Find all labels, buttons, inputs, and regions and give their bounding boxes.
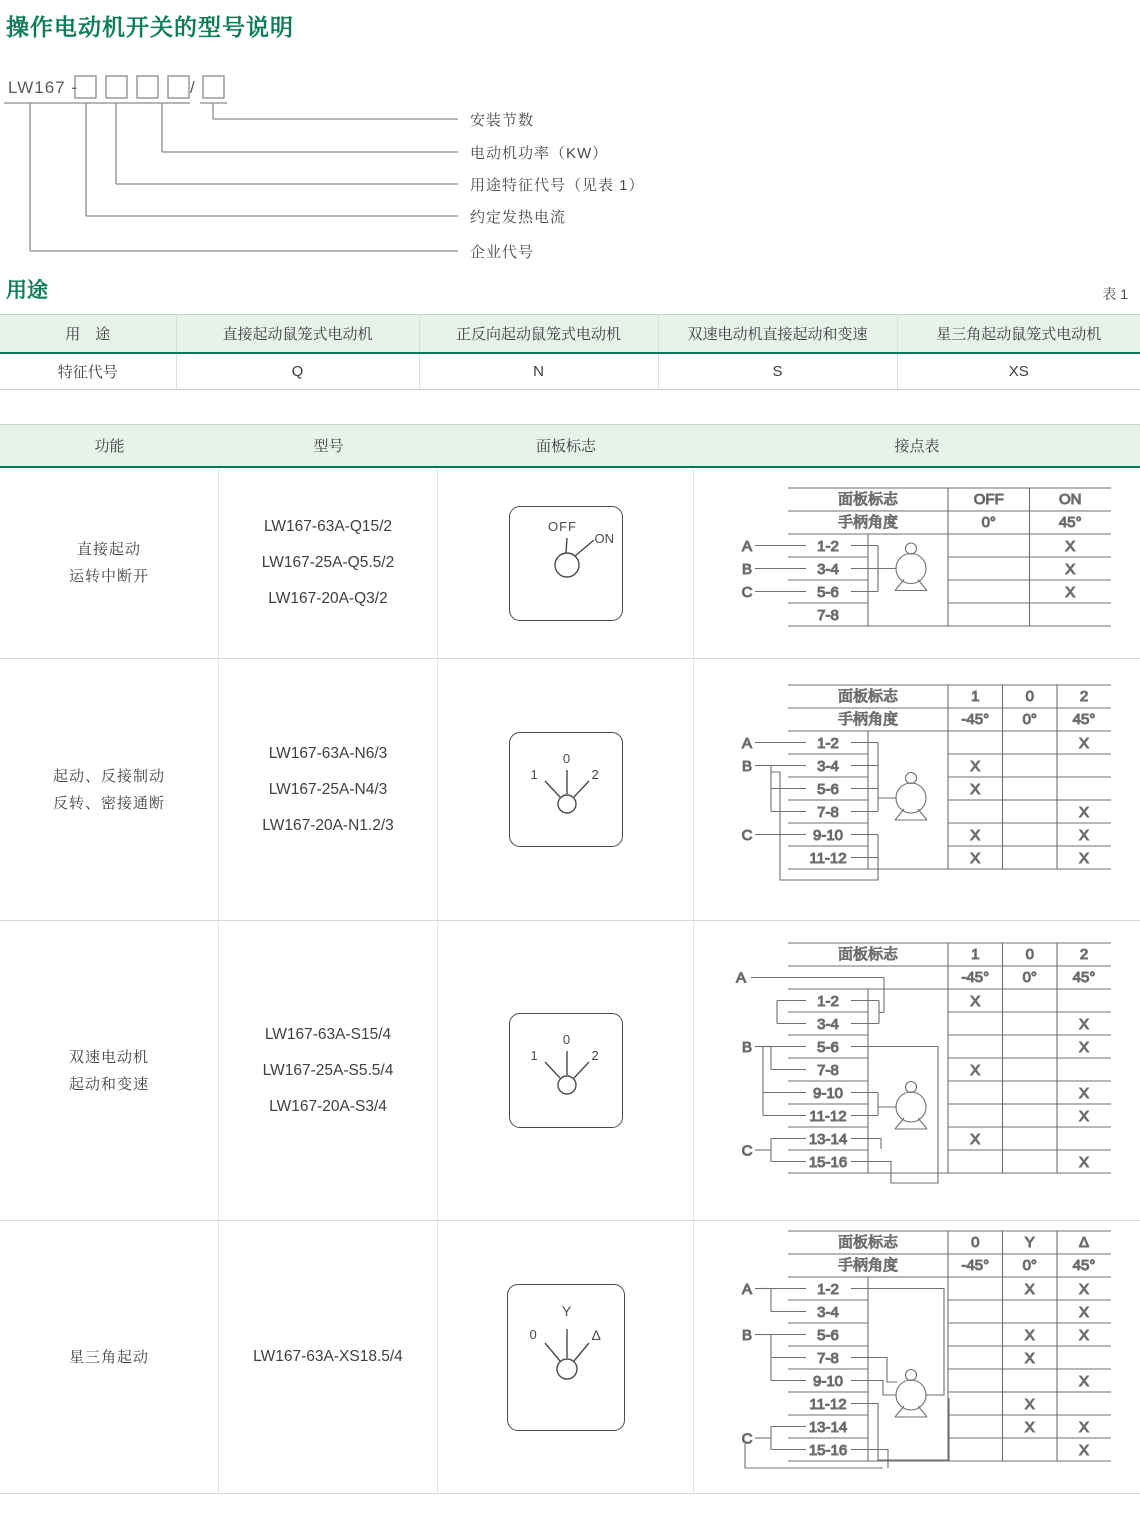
contact-table-cell [694, 921, 1140, 1220]
svg-text:手柄角度: 手柄角度 [837, 1256, 899, 1274]
svg-text:0°: 0° [1022, 1256, 1037, 1274]
contact-diagram [711, 1230, 1123, 1485]
usage-table [0, 314, 1140, 390]
panel-label-0: 0 [562, 751, 571, 766]
table-row [0, 468, 1140, 659]
svg-text:X: X [1024, 1280, 1035, 1298]
model-cell [219, 659, 438, 920]
svg-text:7-8: 7-8 [817, 804, 839, 821]
svg-text:X: X [1078, 1280, 1090, 1298]
svg-text:15-16: 15-16 [808, 1441, 848, 1459]
svg-text:C: C [741, 583, 753, 601]
svg-text:X: X [1024, 1349, 1035, 1367]
main-header-contact-table: 接点表 [894, 438, 940, 455]
usage-section-title: 用途 [6, 279, 48, 302]
svg-text:X: X [1024, 1418, 1035, 1436]
panel-label-1: 1 [530, 1048, 538, 1063]
svg-text:7-8: 7-8 [817, 1062, 839, 1079]
model-label-sections: 安装节数 [470, 112, 535, 129]
contact-diagram [711, 684, 1123, 895]
svg-text:1-2: 1-2 [817, 993, 839, 1010]
svg-text:X: X [970, 993, 981, 1010]
usage-header-two-speed: 双速电动机直接起动和变速 [658, 315, 897, 353]
svg-text:B: B [741, 560, 753, 578]
function-cell [0, 468, 219, 658]
svg-text:45°: 45° [1072, 711, 1096, 728]
svg-text:11-12: 11-12 [809, 850, 847, 867]
panel-mark-cell [438, 921, 694, 1220]
panel-mark-cell [438, 659, 694, 920]
svg-text:0°: 0° [1022, 969, 1037, 986]
svg-text:3-4: 3-4 [817, 560, 839, 578]
svg-text:X: X [1078, 1303, 1090, 1321]
panel-mark-cell [438, 1221, 694, 1493]
panel-label-off: OFF [548, 518, 577, 534]
model-number: LW167-25A-N4/3 [268, 780, 388, 798]
svg-text:-45°: -45° [961, 711, 990, 728]
model-number: LW167-20A-S3/4 [269, 1097, 387, 1115]
panel-label-star: Y [561, 1302, 572, 1319]
panel-label-2: 2 [591, 1048, 599, 1063]
svg-text:0°: 0° [981, 513, 996, 531]
svg-text:1-2: 1-2 [817, 537, 839, 555]
svg-text:11-12: 11-12 [809, 1395, 847, 1413]
svg-text:X: X [1078, 735, 1090, 752]
model-cell [219, 468, 438, 658]
panel-switch-icon [509, 506, 623, 621]
svg-text:面板标志: 面板标志 [837, 490, 899, 508]
usage-section-head [6, 274, 1134, 304]
usage-header-star-delta: 星三角起动鼠笼式电动机 [897, 315, 1140, 353]
function-line: 反转、密接通断 [52, 794, 165, 812]
svg-text:1: 1 [971, 946, 980, 963]
usage-header-usage: 用 途 [0, 315, 176, 353]
svg-text:Y: Y [1024, 1233, 1035, 1251]
model-cell [219, 1221, 438, 1493]
svg-text:X: X [970, 850, 981, 867]
panel-label-0: 0 [529, 1326, 537, 1342]
svg-text:5-6: 5-6 [817, 583, 839, 601]
svg-text:X: X [1065, 583, 1076, 601]
svg-text:C: C [741, 1430, 753, 1447]
svg-text:X: X [970, 1062, 981, 1079]
svg-text:A: A [741, 735, 753, 752]
model-number: LW167-25A-Q5.5/2 [261, 554, 395, 571]
model-label-feature-code: 用途特征代号（见表 1） [470, 177, 645, 194]
svg-text:OFF: OFF [973, 490, 1004, 508]
panel-mark-cell [438, 468, 694, 658]
page-title: 操作电动机开关的型号说明 [6, 14, 294, 40]
main-table-header [0, 424, 1140, 468]
model-cell [219, 921, 438, 1220]
model-prefix: LW167 - [8, 78, 78, 97]
panel-switch-icon [509, 1013, 623, 1128]
main-table [0, 424, 1140, 1494]
svg-text:5-6: 5-6 [817, 1039, 839, 1056]
table-row [0, 659, 1140, 921]
svg-text:3-4: 3-4 [817, 758, 839, 775]
model-label-current: 约定发热电流 [470, 209, 567, 226]
usage-table-code-row [0, 353, 1140, 390]
table-row [0, 1221, 1140, 1494]
svg-text:9-10: 9-10 [812, 827, 844, 844]
svg-text:面板标志: 面板标志 [837, 688, 899, 705]
svg-text:X: X [1078, 1418, 1090, 1436]
svg-text:45°: 45° [1072, 1256, 1096, 1274]
svg-text:ON: ON [1059, 490, 1082, 508]
usage-code-xs: XS [897, 353, 1140, 390]
svg-text:面板标志: 面板标志 [837, 1233, 899, 1251]
usage-header-direct-start: 直接起动鼠笼式电动机 [176, 315, 419, 353]
svg-text:13-14: 13-14 [808, 1418, 848, 1436]
svg-text:X: X [1078, 1154, 1090, 1171]
svg-text:X: X [970, 827, 981, 844]
svg-text:B: B [741, 758, 753, 775]
svg-text:1-2: 1-2 [817, 1280, 839, 1298]
contact-table-cell [694, 659, 1140, 920]
svg-text:A: A [735, 969, 747, 987]
svg-text:2: 2 [1079, 688, 1089, 705]
svg-text:-45°: -45° [961, 1256, 990, 1274]
panel-label-2: 2 [591, 767, 599, 782]
model-number: LW167-63A-S15/4 [264, 1025, 392, 1043]
svg-text:手柄角度: 手柄角度 [837, 513, 899, 531]
svg-text:X: X [1078, 1372, 1090, 1390]
model-label-power: 电动机功率（KW） [470, 145, 609, 162]
contact-diagram [711, 487, 1123, 640]
model-label-company-code: 企业代号 [470, 244, 535, 261]
svg-text:手柄角度: 手柄角度 [837, 711, 899, 728]
svg-text:5-6: 5-6 [817, 1326, 839, 1344]
svg-text:5-6: 5-6 [817, 781, 839, 798]
svg-text:3-4: 3-4 [817, 1303, 839, 1321]
usage-code-row-label: 特征代号 [0, 353, 176, 390]
svg-text:1-2: 1-2 [817, 735, 839, 752]
function-cell [0, 921, 219, 1220]
function-cell [0, 1221, 219, 1493]
svg-text:面板标志: 面板标志 [837, 946, 899, 963]
svg-text:X: X [970, 758, 981, 775]
svg-text:X: X [1024, 1326, 1035, 1344]
function-line: 直接起动 [76, 541, 141, 558]
svg-text:13-14: 13-14 [808, 1131, 848, 1148]
svg-text:B: B [741, 1326, 753, 1344]
svg-text:45°: 45° [1058, 513, 1082, 531]
svg-text:A: A [741, 1280, 753, 1298]
panel-switch-icon [507, 1284, 625, 1431]
model-number: LW167-63A-N6/3 [268, 744, 388, 762]
panel-label-0: 0 [562, 1032, 571, 1047]
svg-text:0: 0 [971, 1233, 980, 1251]
function-line: 双速电动机 [68, 1048, 149, 1066]
contact-diagram [711, 942, 1123, 1199]
svg-text:15-16: 15-16 [808, 1154, 848, 1171]
svg-text:X: X [1078, 1441, 1090, 1459]
svg-text:C: C [741, 1142, 753, 1160]
panel-label-delta: Δ [591, 1326, 601, 1343]
panel-label-on: ON [594, 530, 614, 546]
model-slash: / [190, 78, 195, 97]
svg-text:1: 1 [971, 688, 980, 705]
model-number: LW167-20A-N1.2/3 [262, 816, 394, 834]
usage-header-fwd-rev: 正反向起动鼠笼式电动机 [419, 315, 658, 353]
function-line: 起动和变速 [68, 1075, 149, 1093]
svg-text:X: X [1078, 1085, 1090, 1102]
svg-text:7-8: 7-8 [817, 606, 839, 624]
usage-table-header-row [0, 315, 1140, 353]
svg-text:X: X [1078, 1039, 1090, 1056]
svg-text:9-10: 9-10 [812, 1372, 844, 1390]
usage-code-n: N [419, 353, 658, 390]
svg-text:0: 0 [1025, 946, 1034, 963]
panel-switch-icon [509, 732, 623, 847]
svg-text:7-8: 7-8 [817, 1349, 839, 1367]
svg-text:0: 0 [1025, 688, 1034, 705]
function-line: 星三角起动 [68, 1348, 149, 1366]
main-header-model: 型号 [313, 438, 344, 455]
panel-label-1: 1 [530, 767, 538, 782]
model-number: LW167-25A-S5.5/4 [262, 1061, 394, 1079]
svg-text:X: X [1078, 850, 1090, 867]
svg-text:0°: 0° [1022, 711, 1037, 728]
main-header-function: 功能 [94, 438, 125, 455]
contact-table-cell [694, 468, 1140, 658]
function-cell [0, 659, 219, 920]
svg-text:B: B [741, 1039, 753, 1056]
svg-text:-45°: -45° [961, 969, 990, 986]
svg-text:3-4: 3-4 [817, 1016, 839, 1033]
svg-text:2: 2 [1079, 946, 1089, 963]
svg-text:A: A [741, 537, 753, 555]
svg-text:X: X [1078, 827, 1090, 844]
svg-text:X: X [1078, 1326, 1090, 1344]
model-number-diagram [0, 42, 1140, 268]
svg-text:Δ: Δ [1078, 1233, 1090, 1251]
usage-code-s: S [658, 353, 897, 390]
table1-tag: 表 1 [1102, 286, 1128, 302]
model-number: LW167-63A-Q15/2 [263, 518, 393, 535]
svg-text:X: X [1078, 1016, 1090, 1033]
model-number: LW167-63A-XS18.5/4 [253, 1348, 403, 1365]
model-number: LW167-20A-Q3/2 [268, 590, 388, 607]
svg-text:X: X [1065, 537, 1076, 555]
svg-text:X: X [1078, 804, 1090, 821]
svg-text:9-10: 9-10 [812, 1085, 844, 1102]
svg-text:X: X [1024, 1395, 1035, 1413]
svg-text:X: X [970, 1131, 981, 1148]
svg-text:X: X [970, 781, 981, 798]
function-line: 运转中断开 [68, 568, 149, 585]
main-header-panel-mark: 面板标志 [535, 438, 596, 455]
usage-code-q: Q [176, 353, 419, 390]
table-row [0, 921, 1140, 1221]
svg-text:X: X [1078, 1108, 1090, 1125]
svg-text:X: X [1065, 560, 1076, 578]
svg-text:45°: 45° [1072, 969, 1096, 986]
contact-table-cell [694, 1221, 1140, 1493]
svg-text:C: C [741, 827, 753, 844]
svg-text:11-12: 11-12 [809, 1108, 847, 1125]
function-line: 起动、反接制动 [52, 767, 165, 785]
